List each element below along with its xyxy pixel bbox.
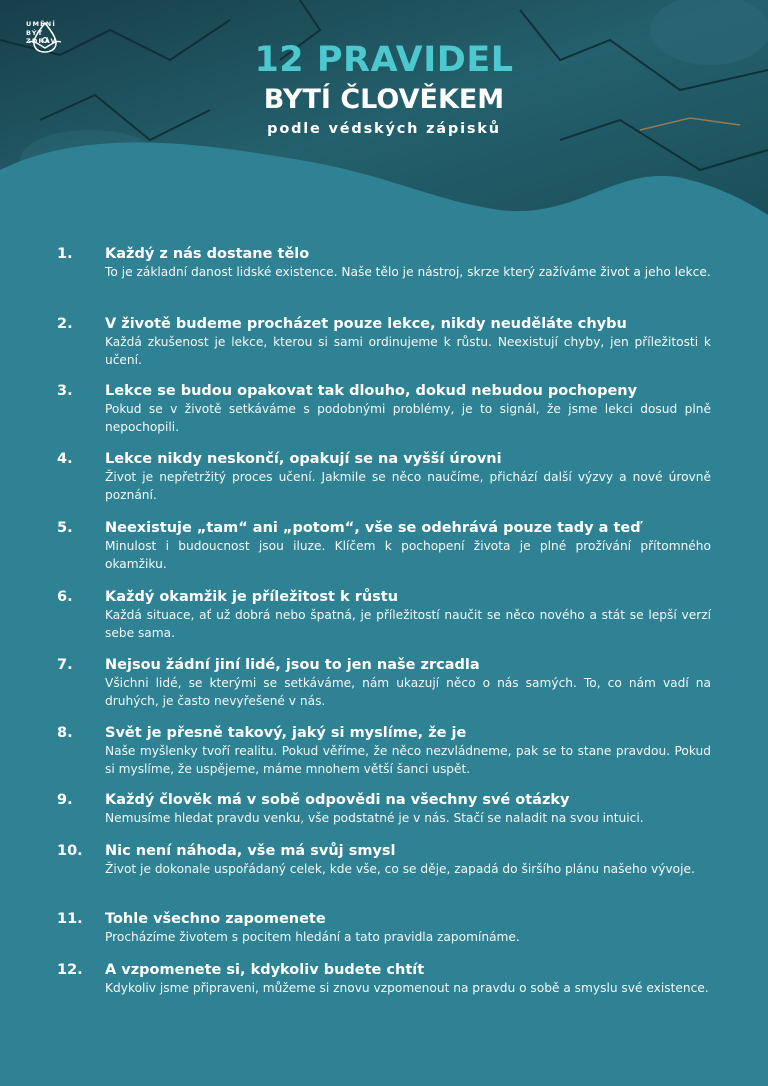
- rule-title: Nejsou žádní jiní lidé, jsou to jen naše zrcadla: [105, 657, 480, 673]
- rule-title: A vzpomenete si, kdykoliv budete chtít: [105, 962, 425, 978]
- rule-number: 9.: [57, 792, 73, 808]
- rule-title: Každý člověk má v sobě odpovědi na všechny své otázky: [105, 792, 570, 808]
- rule-number: 4.: [57, 451, 73, 467]
- rule-number: 5.: [57, 520, 73, 536]
- title-line-2: BYTÍ ČLOVĚKEM: [263, 84, 505, 115]
- rule-number: 7.: [57, 657, 73, 673]
- title-line-1: 12 PRAVIDEL: [254, 40, 514, 80]
- rule-title: Každý okamžik je příležitost k růstu: [105, 589, 399, 605]
- rule-number: 3.: [57, 383, 73, 399]
- rule-text: Kdykoliv jsme připraveni, můžeme si znovu vzpomenout na pravdu o sobě a smyslu své existence.: [105, 981, 709, 995]
- rule-number: 10.: [57, 843, 83, 859]
- rule-text: Život je nepřetržitý proces učení. Jakmile se něco naučíme, přichází další výzvy a nové úrovně poznání.: [105, 470, 711, 502]
- rule-title: Nic není náhoda, vše má svůj smysl: [105, 843, 396, 859]
- rule-number: 8.: [57, 725, 73, 741]
- rule-text: Všichni lidé, se kterými se setkáváme, nám ukazují něco o nás samých. To, co nám vadí na druhých, je často nevyřešené v nás.: [105, 676, 711, 708]
- rule-title: Svět je přesně takový, jaký si myslíme, že je: [105, 725, 467, 741]
- rule-title: Tohle všechno zapomenete: [105, 911, 326, 927]
- rule-number: 11.: [57, 911, 83, 927]
- logo-line-1: UMĚNÍ: [26, 20, 57, 28]
- subtitle: podle védských zápisků: [267, 121, 501, 137]
- rock-texture-background: [0, 0, 768, 240]
- rule-text: Nemusíme hledat pravdu venku, vše podstatné je v nás. Stačí se naladit na svou intuici.: [105, 811, 644, 825]
- rule-text: Každá zkušenost je lekce, kterou si sami ordinujeme k růstu. Neexistují chyby, jen příležitosti k učení.: [105, 335, 711, 367]
- rule-title: V životě budeme procházet pouze lekce, nikdy neuděláte chybu: [105, 316, 627, 332]
- rule-text: Procházíme životem s pocitem hledání a tato pravidla zapomínáme.: [105, 930, 520, 944]
- logo-line-2: BÝT: [26, 28, 44, 37]
- rule-text: Každá situace, ať už dobrá nebo špatná, je příležitostí naučit se něco nového a stát se lepší verzí sebe sama.: [105, 608, 711, 640]
- rule-text: Život je dokonale uspořádaný celek, kde vše, co se děje, zapadá do širšího plánu našeho vývoje.: [105, 862, 695, 876]
- rule-number: 2.: [57, 316, 73, 332]
- rule-title: Každý z nás dostane tělo: [105, 246, 310, 262]
- rule-text: To je základní danost lidské existence. Naše tělo je nástroj, skrze který zažíváme život a jeho lekce.: [105, 265, 711, 279]
- rule-text: Pokud se v životě setkáváme s podobnými problémy, je to signál, že jsme lekci dosud plně nepochopili.: [105, 402, 711, 434]
- rule-text: Minulost i budoucnost jsou iluze. Klíčem k pochopení života je plné prožívání přítomného okamžiku.: [105, 539, 711, 571]
- rule-number: 1.: [57, 246, 73, 262]
- rule-number: 6.: [57, 589, 73, 605]
- rule-title: Lekce se budou opakovat tak dlouho, dokud nebudou pochopeny: [105, 383, 638, 399]
- rule-number: 12.: [57, 962, 83, 978]
- logo-line-3: ZDRÁV: [26, 37, 57, 45]
- rule-title: Neexistuje „tam“ ani „potom“, vše se odehrává pouze tady a teď: [105, 520, 641, 536]
- rule-title: Lekce nikdy neskončí, opakují se na vyšší úrovni: [105, 451, 502, 467]
- rule-text: Naše myšlenky tvoří realitu. Pokud věříme, že něco nezvládneme, pak se to stane pravdou. Pokud si myslíme, že uspějeme, máme mnohem větší šanci uspět.: [105, 744, 711, 776]
- header-banner: [0, 0, 768, 240]
